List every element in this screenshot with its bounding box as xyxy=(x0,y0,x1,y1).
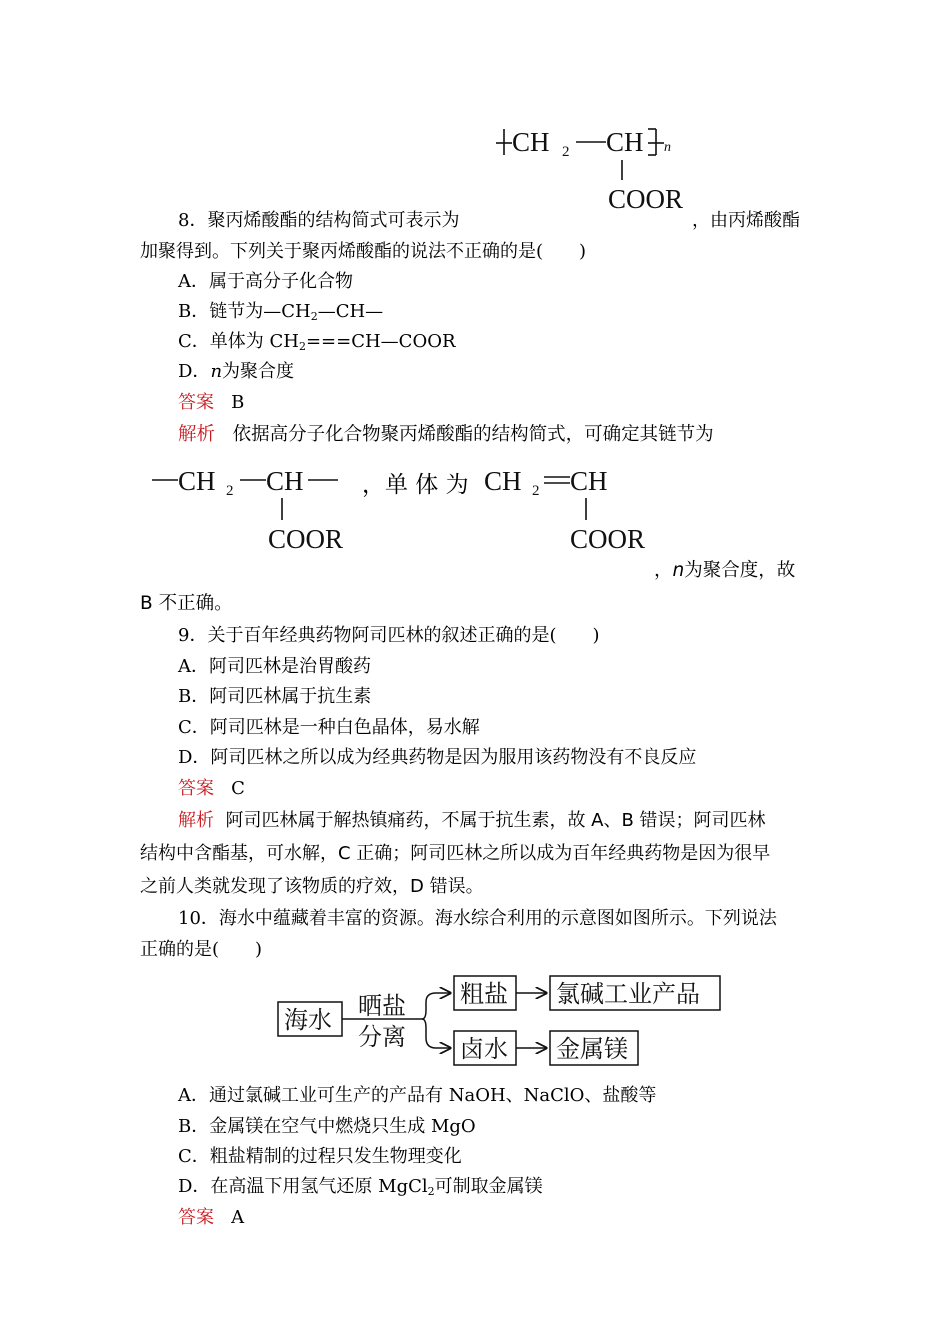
step-bottom-label: 分离 xyxy=(358,1023,406,1051)
crude-salt-label: 粗盐 xyxy=(460,980,508,1008)
q8-stem-part1: 8．聚丙烯酸酯的结构简式可表示为 xyxy=(178,210,460,231)
q9-option-c: C．阿司匹林是一种白色晶体，易水解 xyxy=(178,717,480,738)
polymer-structure xyxy=(488,118,688,218)
q8-answer: 答案 B xyxy=(178,392,245,413)
unit-ch2-sub: 2 xyxy=(226,483,234,499)
unit-ch2: CH xyxy=(178,466,216,496)
q8-analysis-tail: ，n为聚合度，故 xyxy=(654,560,796,581)
q10-option-d: D．在高温下用氢气还原 MgCl$_2$可制取金属镁 xyxy=(178,1176,543,1198)
q9-option-b: B．阿司匹林属于抗生素 xyxy=(178,686,372,707)
q8-stem-line2: 加聚得到。下列关于聚丙烯酸酯的说法不正确的是( ) xyxy=(140,241,587,262)
q10-answer: 答案 A xyxy=(178,1207,245,1228)
monomer-label: ，单 体 为 xyxy=(362,472,469,498)
q8-analysis-line3: B 不正确。 xyxy=(140,593,233,614)
chain-unit-structure xyxy=(148,458,348,558)
monomer-ch2: CH xyxy=(484,466,522,496)
q8-stem-part2: ，由丙烯酸酯 xyxy=(692,210,800,231)
monomer-structure xyxy=(480,458,660,558)
q10-option-a: A．通过氯碱工业可生产的产品有 NaOH、NaClO、盐酸等 xyxy=(178,1085,657,1106)
monomer-ch2-sub: 2 xyxy=(532,483,540,499)
q9-analysis-line3: 之前人类就发现了该物质的疗效，D 错误。 xyxy=(140,876,484,897)
q8-analysis-line1: 解析 依据高分子化合物聚丙烯酸酯的结构简式，可确定其链节为 xyxy=(178,424,714,445)
q8-option-a: A．属于高分子化合物 xyxy=(178,271,353,292)
q9-option-a: A．阿司匹林是治胃酸药 xyxy=(178,656,371,677)
q10-option-b: B．金属镁在空气中燃烧只生成 MgO xyxy=(178,1116,476,1137)
q9-stem: 9．关于百年经典药物阿司匹林的叙述正确的是( ) xyxy=(178,625,600,646)
monomer-ch: CH xyxy=(570,466,608,496)
brine-label: 卤水 xyxy=(460,1035,508,1063)
q8-option-b: B．链节为$—CH_2—CH—$ xyxy=(178,301,384,323)
q9-analysis-line2: 结构中含酯基，可水解，C 正确；阿司匹林之所以成为百年经典药物是因为很早 xyxy=(140,843,771,864)
q10-stem-line2: 正确的是( ) xyxy=(140,939,263,960)
magnesium-label: 金属镁 xyxy=(556,1035,628,1063)
polymer-ch2: CH xyxy=(512,127,550,157)
q8-option-d: D．n为聚合度 xyxy=(178,361,295,382)
polymer-n: n xyxy=(664,140,671,155)
polymer-ch: CH xyxy=(606,127,644,157)
monomer-coor: COOR xyxy=(570,524,646,554)
q9-analysis-line1: 解析 阿司匹林属于解热镇痛药，不属于抗生素，故 A、B 错误；阿司匹林 xyxy=(178,810,766,831)
chlor-alkali-label: 氯碱工业产品 xyxy=(556,980,700,1008)
q9-option-d: D．阿司匹林之所以成为经典药物是因为服用该药物没有不良反应 xyxy=(178,747,697,768)
q10-option-c: C．粗盐精制的过程只发生物理变化 xyxy=(178,1146,462,1167)
seawater-flow-diagram xyxy=(274,968,726,1072)
unit-coor: COOR xyxy=(268,524,344,554)
polymer-coor: COOR xyxy=(608,184,684,214)
unit-ch: CH xyxy=(266,466,304,496)
polymer-ch2-sub: 2 xyxy=(562,144,570,160)
q9-answer: 答案 C xyxy=(178,778,245,799)
q10-stem-line1: 10．海水中蕴藏着丰富的资源。海水综合利用的示意图如图所示。下列说法 xyxy=(178,908,777,929)
seawater-label: 海水 xyxy=(284,1006,332,1034)
q8-option-c: C．单体为 $CH_2===CH—COOR$ xyxy=(178,331,456,353)
step-top-label: 晒盐 xyxy=(358,992,406,1020)
